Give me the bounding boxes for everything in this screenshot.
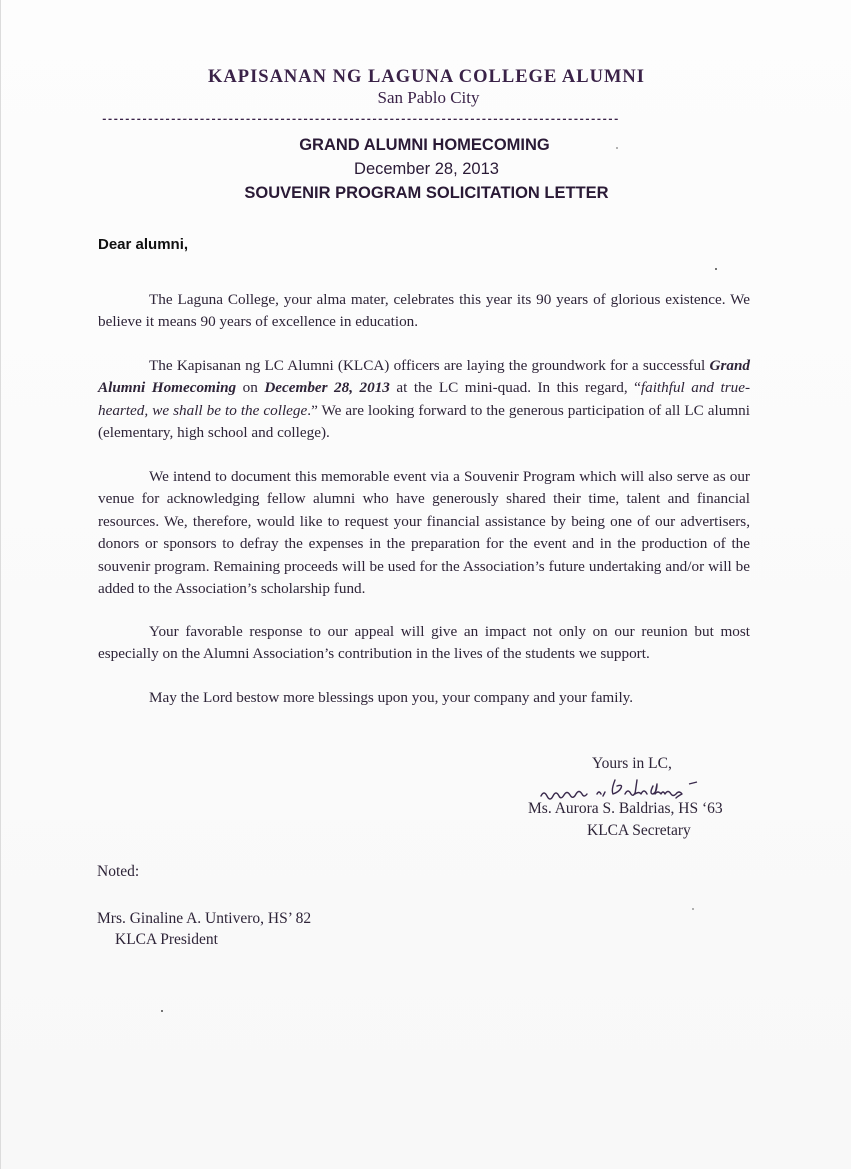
scan-speck (715, 268, 717, 270)
scan-speck (161, 1010, 163, 1012)
paragraph-2-text-a: The Kapisanan ng LC Alumni (KLCA) officers are laying the groundwork for a successful (149, 357, 710, 374)
letter-subtitle: SOUVENIR PROGRAM SOLICITATION LETTER (244, 184, 609, 202)
scan-speck (616, 147, 618, 149)
paragraph-2-text-c: on (236, 379, 265, 397)
salutation: Dear alumni, (98, 236, 189, 253)
scan-speck (692, 908, 694, 910)
paragraph-5: May the Lord bestow more blessings upon you, your company and your family. (149, 689, 634, 706)
signer-title: KLCA Secretary (587, 822, 691, 839)
paragraph-2-event-name: Grand Alumni Homecoming (98, 357, 750, 397)
organization-city: San Pablo City (377, 88, 480, 107)
paragraph-2-quote: faithful and true-hearted, we shall be to the college (98, 379, 751, 419)
organization-name: KAPISANAN NG LAGUNA COLLEGE ALUMNI (208, 67, 645, 87)
letterhead-rule: ------------------------------------------------------------------------------------------ (101, 114, 619, 126)
event-date: December 28, 2013 (354, 160, 499, 178)
paragraph-3: We intend to document this memorable event via a Souvenir Program which will also serve as our venue for acknowledging fellow alumni who have generously shared their time, talent and financial resources. We, therefore, would like to request your financial assistance by being one of our advertisers, donors or sponsors to defray the expenses in the preparation for the event and in the production of the souvenir program. Remaining proceeds will be used for the Association’s future undertaking and/or will be added to the Association’s scholarship fund. (98, 468, 750, 598)
signer-name: Ms. Aurora S. Baldrias, HS ‘63 (528, 800, 723, 817)
paragraph-2-text-e: at the LC mini-quad. In this regard, “ (389, 379, 641, 397)
paragraph-2 (98, 355, 750, 445)
president-name: Mrs. Ginaline A. Untivero, HS’ 82 (97, 910, 312, 927)
noted-label: Noted: (97, 863, 140, 880)
paragraph-2-event-date: December 28, 2013 (264, 379, 390, 397)
paragraph-1: The Laguna College, your alma mater, celebrates this year its 90 years of glorious existence. We believe it means 90 years of excellence in education. (98, 291, 750, 331)
event-title: GRAND ALUMNI HOMECOMING (299, 136, 550, 154)
paragraph-2-text-g: .” We are looking forward to the generous participation of all LC alumni (elementary, high school and college). (98, 401, 750, 442)
paragraph-4: Your favorable response to our appeal will give an impact not only on our reunion but most especially on the Alumni Association’s contribution in the lives of the students we support. (98, 623, 750, 663)
valediction: Yours in LC, (592, 755, 672, 772)
president-title: KLCA President (115, 931, 218, 948)
